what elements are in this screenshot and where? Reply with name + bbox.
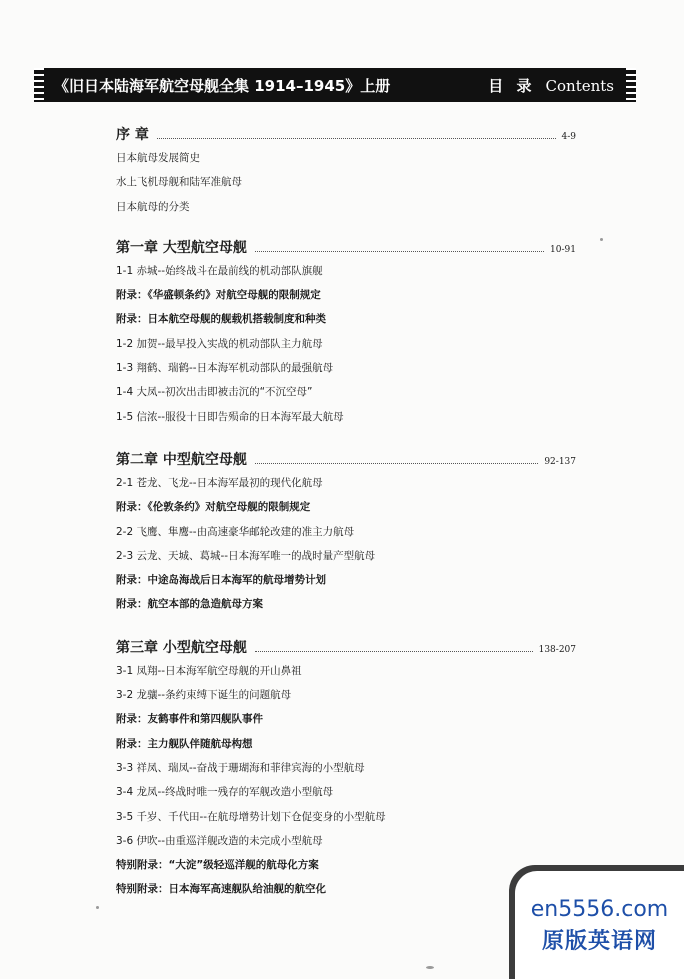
toc-heading-en: Contents (545, 77, 614, 95)
chapter-title-row (116, 449, 576, 471)
toc-entry: 3-5 千岁、千代田--在航母增势计划下仓促变身的小型航母 (116, 810, 386, 823)
toc-entry: 1-5 信浓--服役十日即告殒命的日本海军最大航母 (116, 410, 344, 423)
chapter-pages: 4-9 (561, 132, 576, 142)
toc-entry: 3-1 凤翔--日本海军航空母舰的开山鼻祖 (116, 664, 302, 677)
toc-entry: 2-1 苍龙、飞龙--日本海军最初的现代化航母 (116, 476, 323, 489)
toc-entry: 3-6 伊吹--由重巡洋舰改造的未完成小型航母 (116, 834, 323, 847)
watermark-badge (509, 865, 684, 979)
toc-appendix-entry: 附录：主力舰队伴随航母构想 (116, 737, 253, 750)
toc-entry: 1-2 加贺--最早投入实战的机动部队主力航母 (116, 337, 323, 350)
header-film-edge-left (34, 68, 44, 102)
chapter-1 (116, 237, 576, 429)
header-band (34, 68, 636, 102)
toc-entry: 1-1 赤城--始终战斗在最前线的机动部队旗舰 (116, 264, 323, 277)
watermark-site-name: 原版英语网 (541, 929, 657, 954)
toc-entry: 水上飞机母舰和陆军准航母 (116, 176, 242, 189)
toc-heading-cn: 目 录 (488, 77, 536, 95)
chapter-label: 第三章 小型航空母舰 (116, 639, 247, 656)
toc-entry: 3-4 龙凤--终战时唯一残存的军舰改造小型航母 (116, 786, 334, 799)
chapter-pages: 92-137 (544, 456, 576, 467)
leader-dots (255, 462, 538, 464)
chapter-title-row (116, 637, 576, 659)
header-film-edge-right (626, 68, 636, 102)
chapter-prologue (116, 124, 576, 219)
toc-entry: 1-4 大凤--初次出击即被击沉的“不沉空母” (116, 386, 313, 399)
chapter-pages: 138-207 (538, 644, 576, 655)
chapter-pages: 10-91 (550, 244, 576, 255)
chapter-title-row (116, 124, 576, 146)
table-of-contents (116, 124, 576, 902)
toc-appendix-entry: 特别附录：“大淀”级轻巡洋舰的航母化方案 (116, 859, 319, 872)
toc-entry: 日本航母发展简史 (116, 152, 200, 164)
toc-appendix-entry: 附录：日本航空母舰的舰载机搭载制度和种类 (116, 313, 326, 326)
leader-dots (255, 650, 533, 652)
chapter-label: 第一章 大型航空母舰 (116, 239, 247, 256)
scan-speck (600, 238, 603, 241)
toc-entry: 1-3 翔鹤、瑞鹤--日本海军机动部队的最强航母 (116, 362, 334, 375)
toc-appendix-entry: 附录：友鹤事件和第四舰队事件 (116, 713, 263, 726)
toc-entry: 日本航母的分类 (116, 200, 190, 213)
watermark-inner (515, 871, 684, 979)
toc-appendix-entry: 附录：航空本部的急造航母方案 (116, 598, 263, 611)
toc-appendix-entry: 附录：《伦敦条约》对航空母舰的限制规定 (116, 501, 311, 514)
scan-speck (96, 906, 99, 909)
toc-appendix-entry: 附录：中途岛海战后日本海军的航母增势计划 (116, 574, 326, 587)
leader-dots (157, 137, 556, 139)
toc-heading (488, 75, 614, 96)
chapter-3 (116, 637, 576, 902)
toc-entry: 2-3 云龙、天城、葛城--日本海军唯一的战时量产型航母 (116, 549, 376, 562)
toc-entry: 3-3 祥凤、瑞凤--奋战于珊瑚海和菲律宾海的小型航母 (116, 761, 365, 774)
toc-appendix-entry: 特别附录：日本海军高速舰队给油舰的航空化 (116, 883, 326, 896)
scan-speck (426, 966, 434, 969)
chapter-label: 第二章 中型航空母舰 (116, 451, 247, 468)
toc-entry: 3-2 龙骧--条约束缚下诞生的问题航母 (116, 689, 292, 702)
chapter-label: 序 章 (116, 127, 149, 143)
chapter-2 (116, 449, 576, 617)
chapter-title-row (116, 237, 576, 259)
toc-entry: 2-2 飞鹰、隼鹰--由高速豪华邮轮改建的准主力航母 (116, 525, 355, 538)
leader-dots (255, 250, 544, 252)
book-title: 《旧日本陆海军航空母舰全集 1914–1945》上册 (54, 77, 391, 95)
toc-appendix-entry: 附录：《华盛顿条约》对航空母舰的限制规定 (116, 289, 321, 302)
watermark-url: en5556.com (530, 897, 669, 922)
